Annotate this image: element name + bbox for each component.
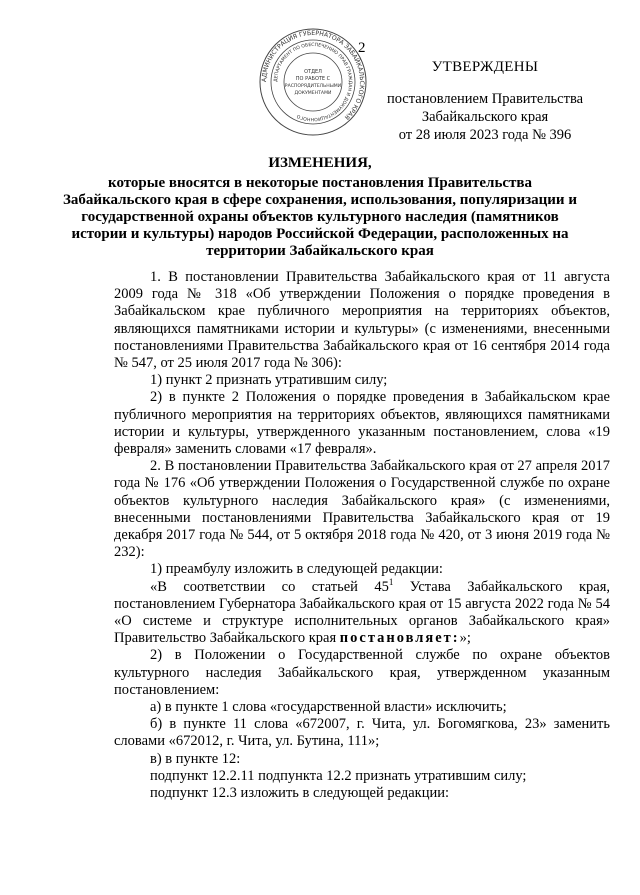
svg-text:ОТДЕЛ: ОТДЕЛ	[304, 69, 322, 75]
svg-text:ДОКУМЕНТАМИ: ДОКУМЕНТАМИ	[294, 91, 332, 96]
paragraph-3: 2) в пункте 2 Положения о порядке проведения в Забайкальском крае публичного мероприятия на территориях объектов, являющихся памятниками истории и культуры, утвержденного указанным постановлением, слова «19 февраля» заменить словами «17 февраля».	[114, 389, 610, 458]
svg-text:ПО РАБОТЕ С: ПО РАБОТЕ С	[295, 76, 331, 82]
paragraph-10: в) в пункте 12:	[150, 750, 241, 767]
paragraph-1: 1. В постановлении Правительства Забайкальского края от 11 августа 2009 года № 318 «Об утверждении Положения о порядке проведения в Забайкальском крае публичного мероприятия на территориях объектов, являющихся памятниками истории и культуры» (с изменениями, внесенными постановлениями Правительства Забайкальского края от 16 сентября 2014 года № 547, от 25 июля 2017 года № 306):	[114, 269, 610, 372]
approval-block	[360, 58, 610, 144]
title-heading: ИЗМЕНЕНИЯ,	[268, 155, 372, 171]
title-subheading: которые вносятся в некоторые постановления Правительства Забайкальского края в сфере сохранения, использования, популяризации и государственной охраны объектов культурного наследия (памятников истории и культуры) народов Российской Федерации, расположенных на территории Забайкальского края	[63, 175, 577, 259]
seal-inner-text: ДЕПАРТАМЕНТ ПО ОБЕСПЕЧЕНИЮ ПРАВ ГРАЖДАН И ДОКУМЕНТАЦИОННОГО	[273, 42, 353, 122]
paragraph-6-start: «В соответствии со статьей 45	[150, 578, 389, 595]
paragraph-6	[114, 576, 610, 648]
paragraph-2: 1) пункт 2 признать утратившим силу;	[150, 372, 388, 389]
paragraph-6-end: »;	[459, 630, 471, 647]
paragraph-5: 1) преамбулу изложить в следующей редакции:	[150, 561, 443, 578]
document-title	[60, 155, 580, 260]
paragraph-9: б) в пункте 11 слова «672007, г. Чита, ул. Богомягкова, 23» заменить словами «672012, г. Чита, ул. Бутина, 111»;	[114, 716, 610, 750]
stamp-seal	[258, 27, 368, 137]
paragraph-6-middle: Устава Забайкальского края, постановлением Губернатора Забайкальского края от 15 августа 2022 года № 54 «О системе и структуре исполнительных органов Забайкальского края» Правительство Забайкальского края	[114, 578, 610, 647]
approval-line-2: Забайкальского края	[421, 109, 549, 125]
resolves-word: постановляет:	[339, 630, 460, 647]
approval-head: УТВЕРЖДЕНЫ	[431, 59, 539, 75]
document-body	[114, 269, 610, 802]
paragraph-12: подпункт 12.3 изложить в следующей редакции:	[150, 785, 450, 802]
svg-text:РАСПОРЯДИТЕЛЬНЫМИ: РАСПОРЯДИТЕЛЬНЫМИ	[284, 84, 342, 89]
superscript: 1	[388, 576, 394, 587]
seal-outer-text: АДМИНИСТРАЦИЯ ГУБЕРНАТОРА ЗАБАЙКАЛЬСКОГО КРАЯ	[260, 29, 366, 121]
paragraph-4: 2. В постановлении Правительства Забайкальского края от 27 апреля 2017 года № 176 «Об утверждении Положения о Государственной службе по охране объектов культурного наследия Забайкальского края» (с изменениями, внесенными постановлениями Правительства Забайкальского края от 19 декабря 2017 года № 544, от 5 октября 2018 года № 420, от 3 июня 2019 года № 232):	[114, 458, 610, 561]
page-number: 2	[358, 40, 366, 56]
paragraph-7: 2) в Положении о Государственной службе по охране объектов культурного наследия Забайкальского края, утвержденном указанным постановлением:	[114, 647, 610, 698]
approval-line-3: от 28 июля 2023 года № 396	[398, 127, 572, 143]
paragraph-8: а) в пункте 1 слова «государственной власти» исключить;	[150, 699, 507, 716]
paragraph-11: подпункт 12.2.11 подпункта 12.2 признать утратившим силу;	[150, 767, 527, 784]
approval-line-1: постановлением Правительства	[386, 91, 584, 107]
svg-text:ДЕПАРТАМЕНТ ПО ОБЕСПЕЧЕНИЮ ПРА	[273, 42, 353, 122]
